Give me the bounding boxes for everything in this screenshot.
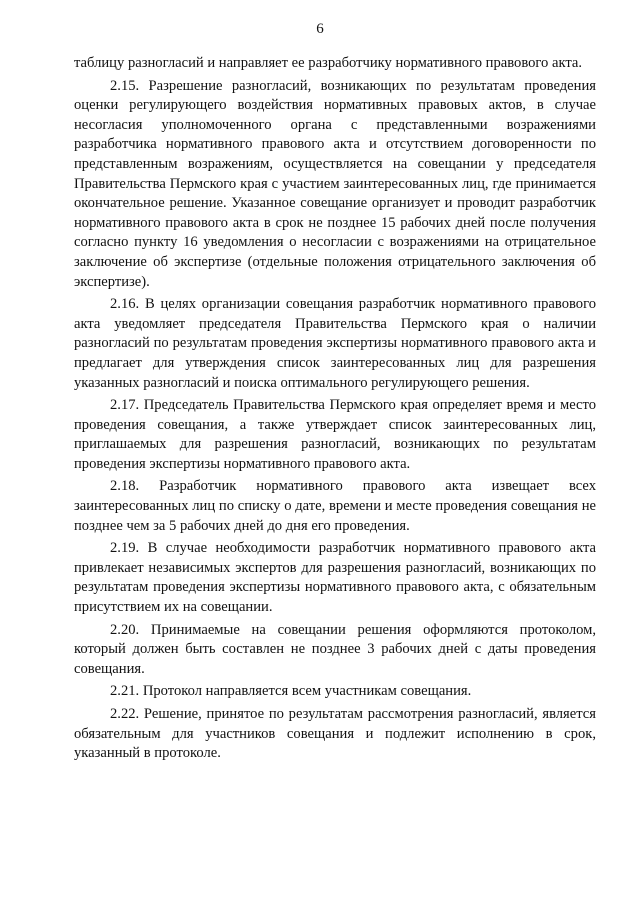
paragraph-2-17: 2.17. Председатель Правительства Пермского края определяет время и место проведения совещания, а также утверждает список заинтересованных лиц, приглашаемых для разрешения разногласий, возникающих по результатам проведения экспертизы нормативного правового акта. [74, 397, 596, 472]
paragraph-2-21: 2.21. Протокол направляется всем участникам совещания. [110, 683, 472, 700]
paragraph-2-15: 2.15. Разрешение разногласий, возникающих по результатам проведения оценки регулирующего воздействия нормативных правовых актов, в случае несогласия уполномоченного органа с представленными возражениями разработчика нормативного правового акта и отсутствием договоренности по представленным возражениям, осуществляется на совещании у председателя Правительства Пермского края с участием заинтересованных лиц, где принимается окончательное решение. Указанное совещание организует и проводит разработчик нормативного правового акта в срок не позднее 15 рабочих дней после получения согласно пункту 16 уведомления о несогласии с возражениями на отрицательное заключение об экспертизе (отдельные положения отрицательного заключения об экспертизе). [74, 77, 596, 290]
paragraph-2-22: 2.22. Решение, принятое по результатам рассмотрения разногласий, является обязательным для участников совещания и подлежит исполнению в срок, указанный в протоколе. [74, 706, 596, 762]
page-number: 6 [316, 21, 324, 37]
paragraph-2-19: 2.19. В случае необходимости разработчик нормативного правового акта привлекает независимых экспертов для разрешения разногласий, возникающих по результатам проведения экспертизы нормативного правового акта, с обязательным присутствием их на совещании. [74, 540, 596, 616]
paragraph-2-16: 2.16. В целях организации совещания разработчик нормативного правового акта уведомляет председателя Правительства Пермского края о наличии разногласий по результатам проведения экспертизы нормативного правового акта и предлагает для утверждения список заинтересованных лиц для разрешения указанных разногласий и поиска оптимального регулирующего решения. [74, 296, 596, 391]
paragraph-continuation: таблицу разногласий и направляет ее разработчику нормативного правового акта. [74, 55, 583, 71]
paragraph-2-18: 2.18. Разработчик нормативного правового акта извещает всех заинтересованных лиц по списку о дате, времени и месте проведения совещания не позднее чем за 5 рабочих дней до дня его проведения. [74, 478, 596, 534]
paragraph-2-20: 2.20. Принимаемые на совещании решения оформляются протоколом, который должен быть составлен не позднее 3 рабочих дней с даты проведения совещания. [74, 621, 596, 677]
document-body [74, 54, 596, 764]
